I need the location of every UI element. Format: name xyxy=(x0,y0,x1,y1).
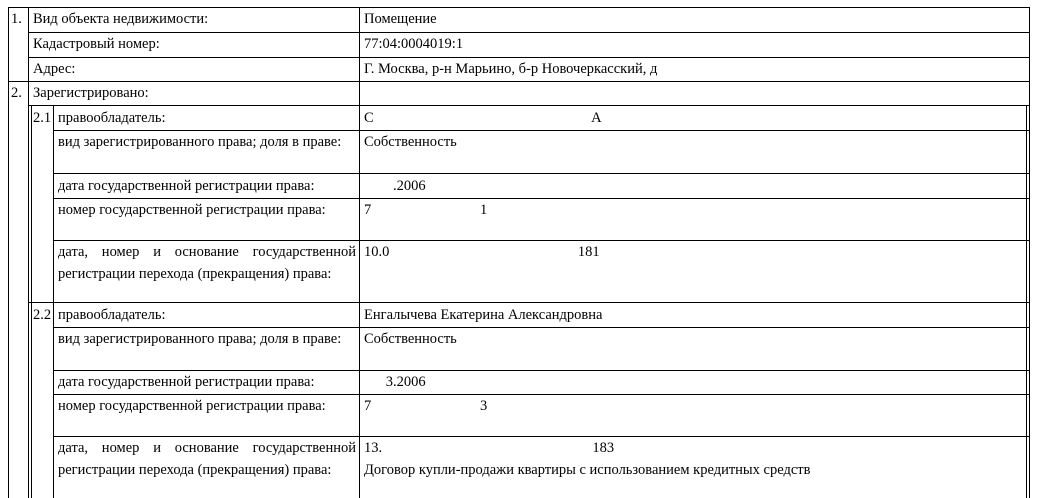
registration-number-value: 7 1 xyxy=(364,202,488,218)
rule xyxy=(28,302,1030,303)
rule xyxy=(28,105,1030,106)
holder-number: 2.2 xyxy=(33,307,52,323)
rule xyxy=(53,173,1030,174)
registration-date-label: дата государственной регистрации права: xyxy=(58,374,315,390)
right-type-label: вид зарегистрированного права; доля в праве: xyxy=(58,134,342,150)
right-type-value: Собственность xyxy=(364,134,457,150)
registration-number-label: номер государственной регистрации права: xyxy=(58,202,326,218)
row-label: Вид объекта недвижимости: xyxy=(33,11,209,27)
section-label: Зарегистрировано: xyxy=(33,85,149,101)
rule-inner-left xyxy=(31,105,32,498)
registration-number-value: 7 3 xyxy=(364,398,488,414)
transfer-basis-label: дата, номер и основание государственной регистрации перехода (прекращения) права: xyxy=(58,244,356,282)
transfer-basis-value: 10.0 181 xyxy=(364,244,600,260)
transfer-basis-value-2: Договор купли-продажи квартиры с использованием кредитных средств xyxy=(364,462,811,478)
rule xyxy=(28,32,1030,33)
right-type-value: Собственность xyxy=(364,331,457,347)
registration-date-label: дата государственной регистрации права: xyxy=(58,178,315,194)
row-label: Кадастровый номер: xyxy=(33,36,160,52)
rule xyxy=(359,7,360,498)
right-type-label: вид зарегистрированного права; доля в праве: xyxy=(58,331,342,347)
rule-left xyxy=(8,7,9,498)
holder-label: правообладатель: xyxy=(58,307,166,323)
object-type-value: Помещение xyxy=(364,11,437,27)
cadastral-number-value: 77:04:0004019:1 xyxy=(364,36,464,52)
section-number: 1. xyxy=(11,11,22,27)
registration-date-value: .2006 xyxy=(364,178,426,194)
holder-label: правообладатель: xyxy=(58,110,166,126)
row-label: Адрес: xyxy=(33,61,76,77)
rule-inner-right xyxy=(1026,105,1027,498)
registration-number-label: номер государственной регистрации права: xyxy=(58,398,326,414)
transfer-basis-label: дата, номер и основание государственной регистрации перехода (прекращения) права: xyxy=(58,440,356,478)
address-value: Г. Москва, р-н Марьино, б-р Новочеркасский, д xyxy=(364,61,658,77)
section-number: 2. xyxy=(11,85,22,101)
rule xyxy=(8,81,1030,82)
holder-number: 2.1 xyxy=(33,110,52,126)
rule-right xyxy=(1029,7,1030,498)
rule xyxy=(28,7,29,498)
holder-value: Енгалычева Екатерина Александровна xyxy=(364,307,603,323)
holder-value: С А xyxy=(364,110,602,126)
transfer-basis-value: 13. 183 xyxy=(364,440,615,456)
rule xyxy=(53,105,54,498)
registration-date-value: 3.2006 xyxy=(364,374,426,390)
